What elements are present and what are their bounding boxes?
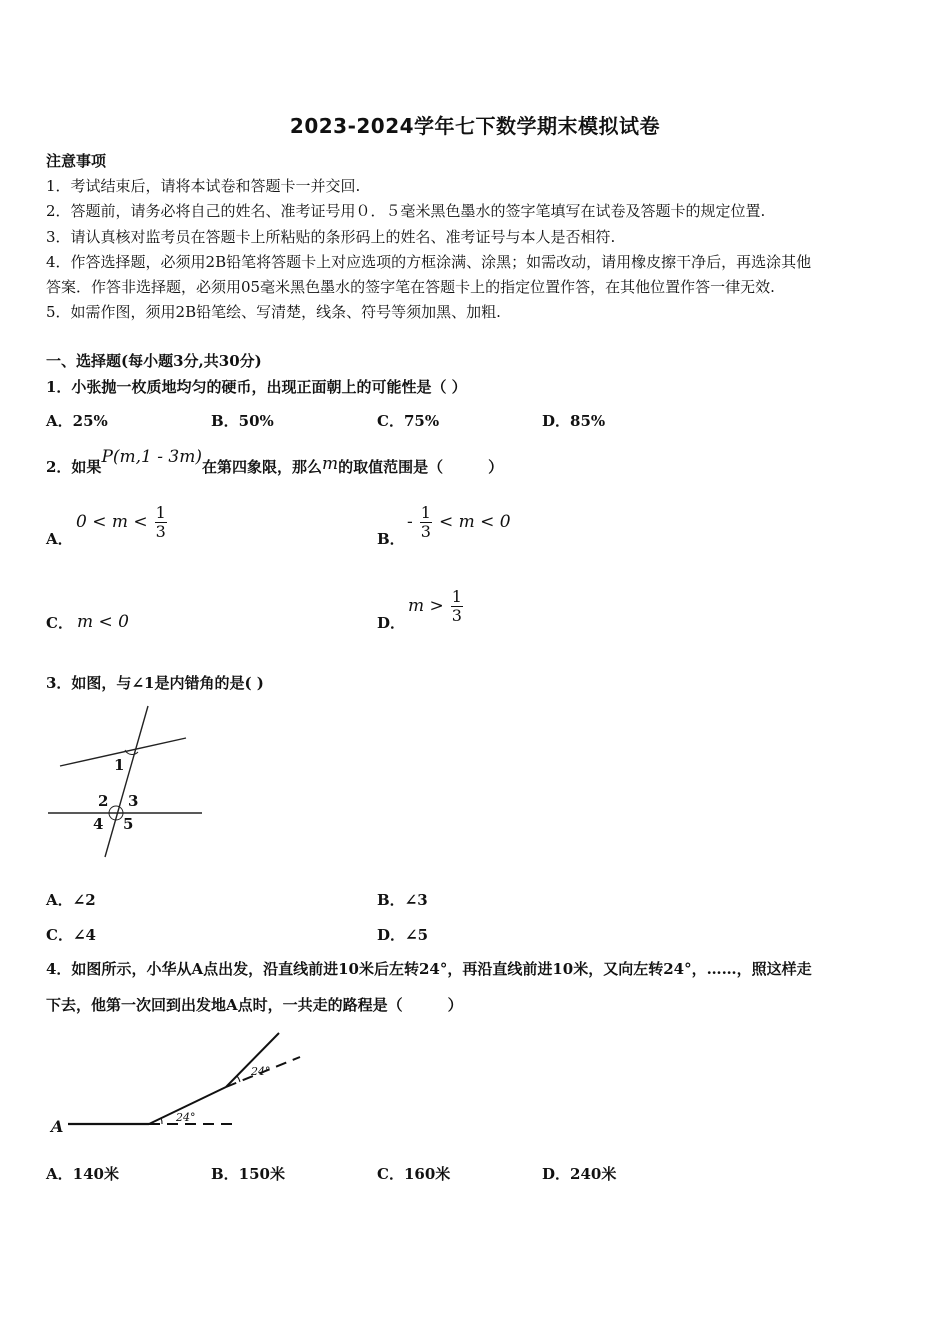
option-a-inequality: 0 < m < bbox=[76, 512, 148, 532]
question-2-stem bbox=[46, 447, 504, 477]
question-1-option-d: D．85% bbox=[542, 412, 606, 430]
question-2-option-c: m < 0 bbox=[77, 612, 129, 632]
question-2-var: m bbox=[321, 454, 339, 474]
fraction-denominator: 3 bbox=[451, 606, 462, 625]
question-4-option-c: C．160米 bbox=[377, 1165, 451, 1183]
option-b-sign: - bbox=[407, 512, 413, 532]
angle-label-2: 24° bbox=[251, 1065, 271, 1078]
question-4-figure bbox=[46, 1025, 306, 1140]
fraction-numerator: 1 bbox=[420, 503, 431, 522]
question-2-option-d bbox=[408, 588, 465, 625]
question-3-option-d: D．∠5 bbox=[377, 926, 429, 944]
option-d-inequality: m > bbox=[408, 596, 444, 616]
question-2-option-d-label: D． bbox=[377, 614, 406, 632]
question-3-option-c: C．∠4 bbox=[46, 926, 96, 944]
transversal-line bbox=[105, 706, 148, 857]
question-2-suffix: 的取值范围是（ ） bbox=[338, 458, 504, 476]
question-4-stem-line2: 下去，他第一次回到出发地A点时，一共走的路程是（ ） bbox=[46, 996, 463, 1014]
option-b-fraction bbox=[420, 504, 432, 541]
question-2-option-a bbox=[76, 504, 169, 541]
page-title: 2023-2024学年七下数学期末模拟试卷 bbox=[289, 114, 661, 138]
figure-label-3: 3 bbox=[128, 792, 139, 810]
question-2-point: P(m,1 - 3m) bbox=[101, 447, 202, 467]
notice-item: 5．如需作图，须用2B铅笔绘、写清楚，线条、符号等须加黑、加粗. bbox=[46, 303, 501, 321]
figure-label-2: 2 bbox=[98, 792, 109, 810]
fraction-denominator: 3 bbox=[155, 522, 166, 541]
question-2-mid: 在第四象限，那么 bbox=[201, 458, 322, 476]
notice-item: 1．考试结束后，请将本试卷和答题卡一并交回. bbox=[46, 177, 361, 195]
question-4-option-b: B．150米 bbox=[211, 1165, 285, 1183]
question-3-stem: 3．如图，与∠1是内错角的是( ) bbox=[46, 674, 264, 692]
question-2-option-b bbox=[407, 504, 511, 541]
figure-label-5: 5 bbox=[123, 815, 134, 833]
angle-arc-2 bbox=[237, 1076, 240, 1082]
notice-heading: 注意事项 bbox=[46, 152, 107, 170]
question-4-option-a: A．140米 bbox=[46, 1165, 119, 1183]
question-3-option-a: A．∠2 bbox=[46, 891, 96, 909]
question-2-prefix: 2．如果 bbox=[46, 458, 102, 476]
notice-item: 答案．作答非选择题，必须用05毫米黑色墨水的签字笔在答题卡上的指定位置作答，在其他位置作答一律无效. bbox=[46, 278, 775, 296]
question-3-option-b: B．∠3 bbox=[377, 891, 428, 909]
question-4-option-d: D．240米 bbox=[542, 1165, 617, 1183]
option-a-fraction bbox=[155, 504, 167, 541]
notice-item: 3．请认真核对监考员在答题卡上所粘贴的条形码上的姓名、准考证号与本人是否相符. bbox=[46, 228, 616, 246]
question-3-figure bbox=[40, 700, 210, 865]
fraction-numerator: 1 bbox=[451, 587, 462, 606]
question-4-stem-line1: 4．如图所示，小华从A点出发，沿直线前进10米后左转24°，再沿直线前进10米，又向左转24°，……，照这样走 bbox=[46, 960, 812, 978]
option-b-inequality: < m < 0 bbox=[438, 512, 511, 532]
fraction-denominator: 3 bbox=[420, 522, 431, 541]
question-1-option-c: C．75% bbox=[377, 412, 440, 430]
path-segment-3 bbox=[226, 1033, 279, 1087]
question-1-option-b: B．50% bbox=[211, 412, 274, 430]
question-2-option-a-label: A． bbox=[46, 530, 73, 548]
notice-item: 2．答题前，请务必将自己的姓名、准考证号用０．５毫米黑色墨水的签字笔填写在试卷及答题卡的规定位置. bbox=[46, 202, 766, 220]
question-1-stem: 1．小张抛一枚质地均匀的硬币，出现正面朝上的可能性是（ ） bbox=[46, 378, 467, 396]
option-d-fraction bbox=[451, 588, 463, 625]
notice-item: 4．作答选择题，必须用2B铅笔将答题卡上对应选项的方框涂满、涂黑；如需改动，请用橡皮擦干净后，再选涂其他 bbox=[46, 253, 812, 271]
figure-label-4: 4 bbox=[93, 815, 104, 833]
angle-label-1: 24° bbox=[176, 1111, 196, 1124]
point-a-label: A bbox=[51, 1117, 64, 1136]
section-heading: 一、选择题(每小题3分,共30分) bbox=[46, 352, 262, 370]
fraction-numerator: 1 bbox=[155, 503, 166, 522]
question-2-option-b-label: B． bbox=[377, 530, 405, 548]
question-1-option-a: A．25% bbox=[46, 412, 108, 430]
figure-label-1: 1 bbox=[114, 756, 125, 774]
question-2-option-c-label: C． bbox=[46, 614, 73, 632]
